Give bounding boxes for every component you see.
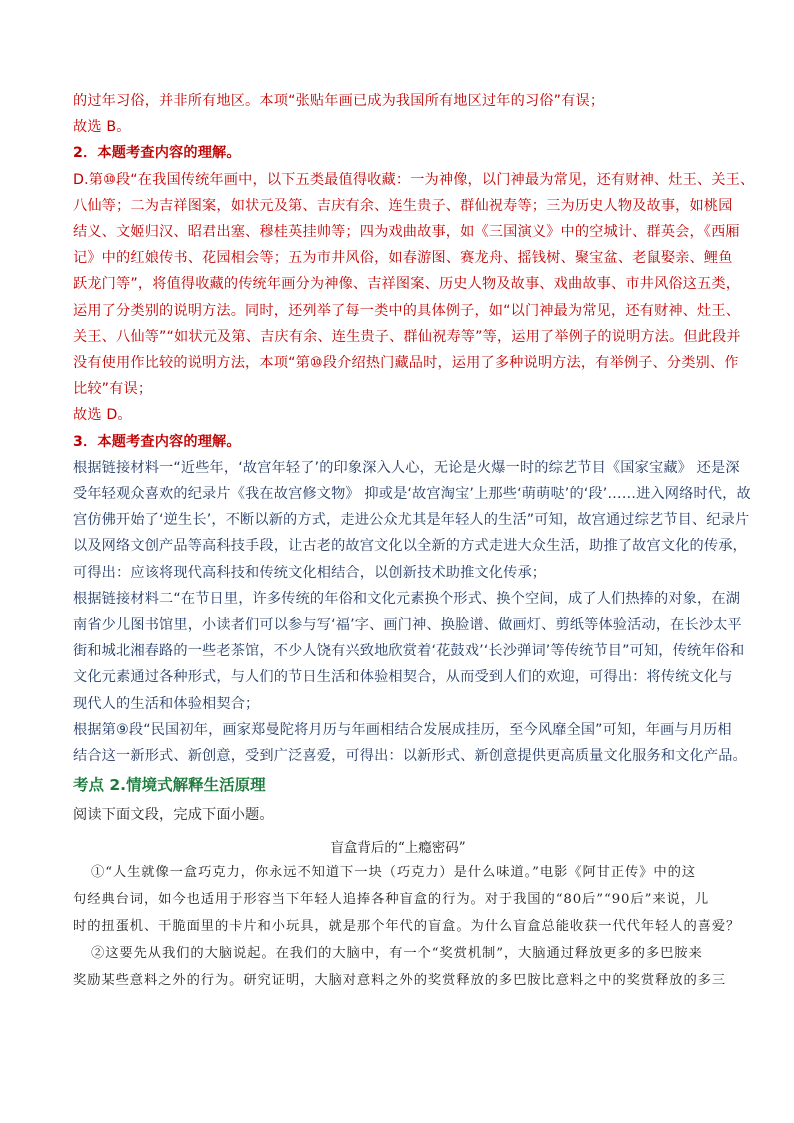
article-body xyxy=(73,859,741,994)
answer-line: 南省少儿图书馆里，小读者们可以参与写‘福’字、画门神、换脸谱、做画灯、剪纸等体验活动，在长沙太平 xyxy=(73,617,742,634)
article-line: 时的扭蛋机、干脆面里的卡片和小玩具，就是那个年代的盲盒。为什么盲盒总能收获一代代年轻人的喜爱？ xyxy=(73,919,741,935)
answer-line: 跃龙门等”，将值得收藏的传统年画分为神像、吉祥图案、历史人物及故事、戏曲故事、市井风俗这五类， xyxy=(73,276,741,293)
article-line: 奖励某些意料之外的行为。研究证明，大脑对意料之外的奖赏释放的多巴胺比意料之中的奖赏释放的多三 xyxy=(73,973,727,989)
answer-line: 故选 B。 xyxy=(73,119,131,136)
answer-line: 记》中的红娘传书、花园相会等；五为市井风俗，如春游图、赛龙舟、摇钱树、聚宝盆、老鼠娶亲、鲤鱼 xyxy=(73,250,733,267)
answer-line: 3．本题考查内容的理解。 xyxy=(73,433,241,450)
answer-line: 根据链接材料二“在节日里，许多传统的年俗和文化元素换个形式、换个空间，成了人们热捧的对象，在湖 xyxy=(73,590,741,607)
answer-line: 比较”有误； xyxy=(73,381,153,398)
answer-line: 文化元素通过各种形式，与人们的节日生活和体验相契合，从而受到人们的欢迎，可得出：将传统文化与 xyxy=(73,669,733,686)
section-heading: 考点 2.情境式解释生活原理 xyxy=(73,776,266,795)
instruction-text: 阅读下面文段，完成下面小题。 xyxy=(73,807,274,824)
answer-line: 2．本题考查内容的理解。 xyxy=(73,145,241,162)
answer-line: 关王、八仙等”“如状元及第、吉庆有余、连生贵子、群仙祝寿等”等，运用了举例子的说明方法。但此段并 xyxy=(73,328,741,345)
article-line: ①“人生就像一盒巧克力，你永远不知道下一块（巧克力）是什么味道。”电影《阿甘正传》中的这 xyxy=(91,865,697,881)
answer-line: 现代人的生活和体验相契合； xyxy=(73,695,260,712)
article-line: ②这要先从我们的大脑说起。在我们的大脑中，有一个“奖赏机制”，大脑通过释放更多的多巴胺来 xyxy=(91,946,703,962)
answer-line: 故选 D。 xyxy=(73,407,132,424)
article-line: 句经典台词，如今也适用于形容当下年轻人追捧各种盲盒的行为。对于我国的“80后”“90后”来说，儿 xyxy=(73,892,710,908)
document-page xyxy=(73,88,755,994)
answer-explanation xyxy=(73,88,755,769)
answer-line: 结义、文姬归汉、昭君出塞、穆桂英挂帅等；四为戏曲故事，如《三国演义》中的空城计、群英会，《西厢 xyxy=(73,224,740,241)
answer-line: 运用了分类别的说明方法。同时，还列举了每一类中的具体例子，如“以门神最为常见，还有财神、灶王、 xyxy=(73,302,741,319)
article-title: 盲盒背后的“上瘾密码” xyxy=(330,840,466,857)
answer-line: 受年轻观众喜欢的纪录片《我在故宫修文物》 抑或是‘故宫淘宝’上那些‘萌萌哒’的‘段’……进入网络时代，故 xyxy=(73,486,751,503)
answer-line: 结合这一新形式、新创意，受到广泛喜爱，可得出：以新形式、新创意提供更高质量文化服务和文化产品。 xyxy=(73,748,747,765)
answer-line: 宫仿佛开始了‘逆生长’，不断以新的方式，走进公众尤其是年轻人的生活”可知，故宫通过综艺节目、纪录片 xyxy=(73,512,750,529)
answer-line: 八仙等；二为吉祥图案，如状元及第、吉庆有余、连生贵子、群仙祝寿等；三为历史人物及故事，如桃园 xyxy=(73,197,733,214)
answer-line: 可得出：应该将现代高科技和传统文化相结合，以创新技术助推文化传承； xyxy=(73,564,547,581)
answer-line: 没有使用作比较的说明方法，本项“第⑩段介绍热门藏品时，运用了多种说明方法，有举例子、分类别、作 xyxy=(73,355,739,372)
answer-line: 的过年习俗，并非所有地区。本项“张贴年画已成为我国所有地区过年的习俗”有误； xyxy=(73,93,605,109)
answer-line: 以及网络文创产品等高科技手段，让古老的故宫文化以全新的方式走进大众生活，助推了故宫文化的传承， xyxy=(73,538,747,555)
answer-line: 街和城北湘春路的一些老茶馆，不少人饶有兴致地欣赏着‘花鼓戏’‘长沙弹词’等传统节目”可知，传统年俗和 xyxy=(73,643,745,660)
answer-line: 根据链接材料一“近些年，‘故宫年轻了’的印象深入人心，无论是火爆一时的综艺节目《国家宝藏》 还是深 xyxy=(73,459,740,476)
answer-line: D.第⑩段“在我国传统年画中，以下五类最值得收藏：一为神像，以门神最为常见，还有财神、灶王、关王、 xyxy=(73,171,755,188)
answer-line: 根据第⑨段“民国初年，画家郑曼陀将月历与年画相结合发展成挂历，至今风靡全国”可知，年画与月历相 xyxy=(73,721,732,738)
